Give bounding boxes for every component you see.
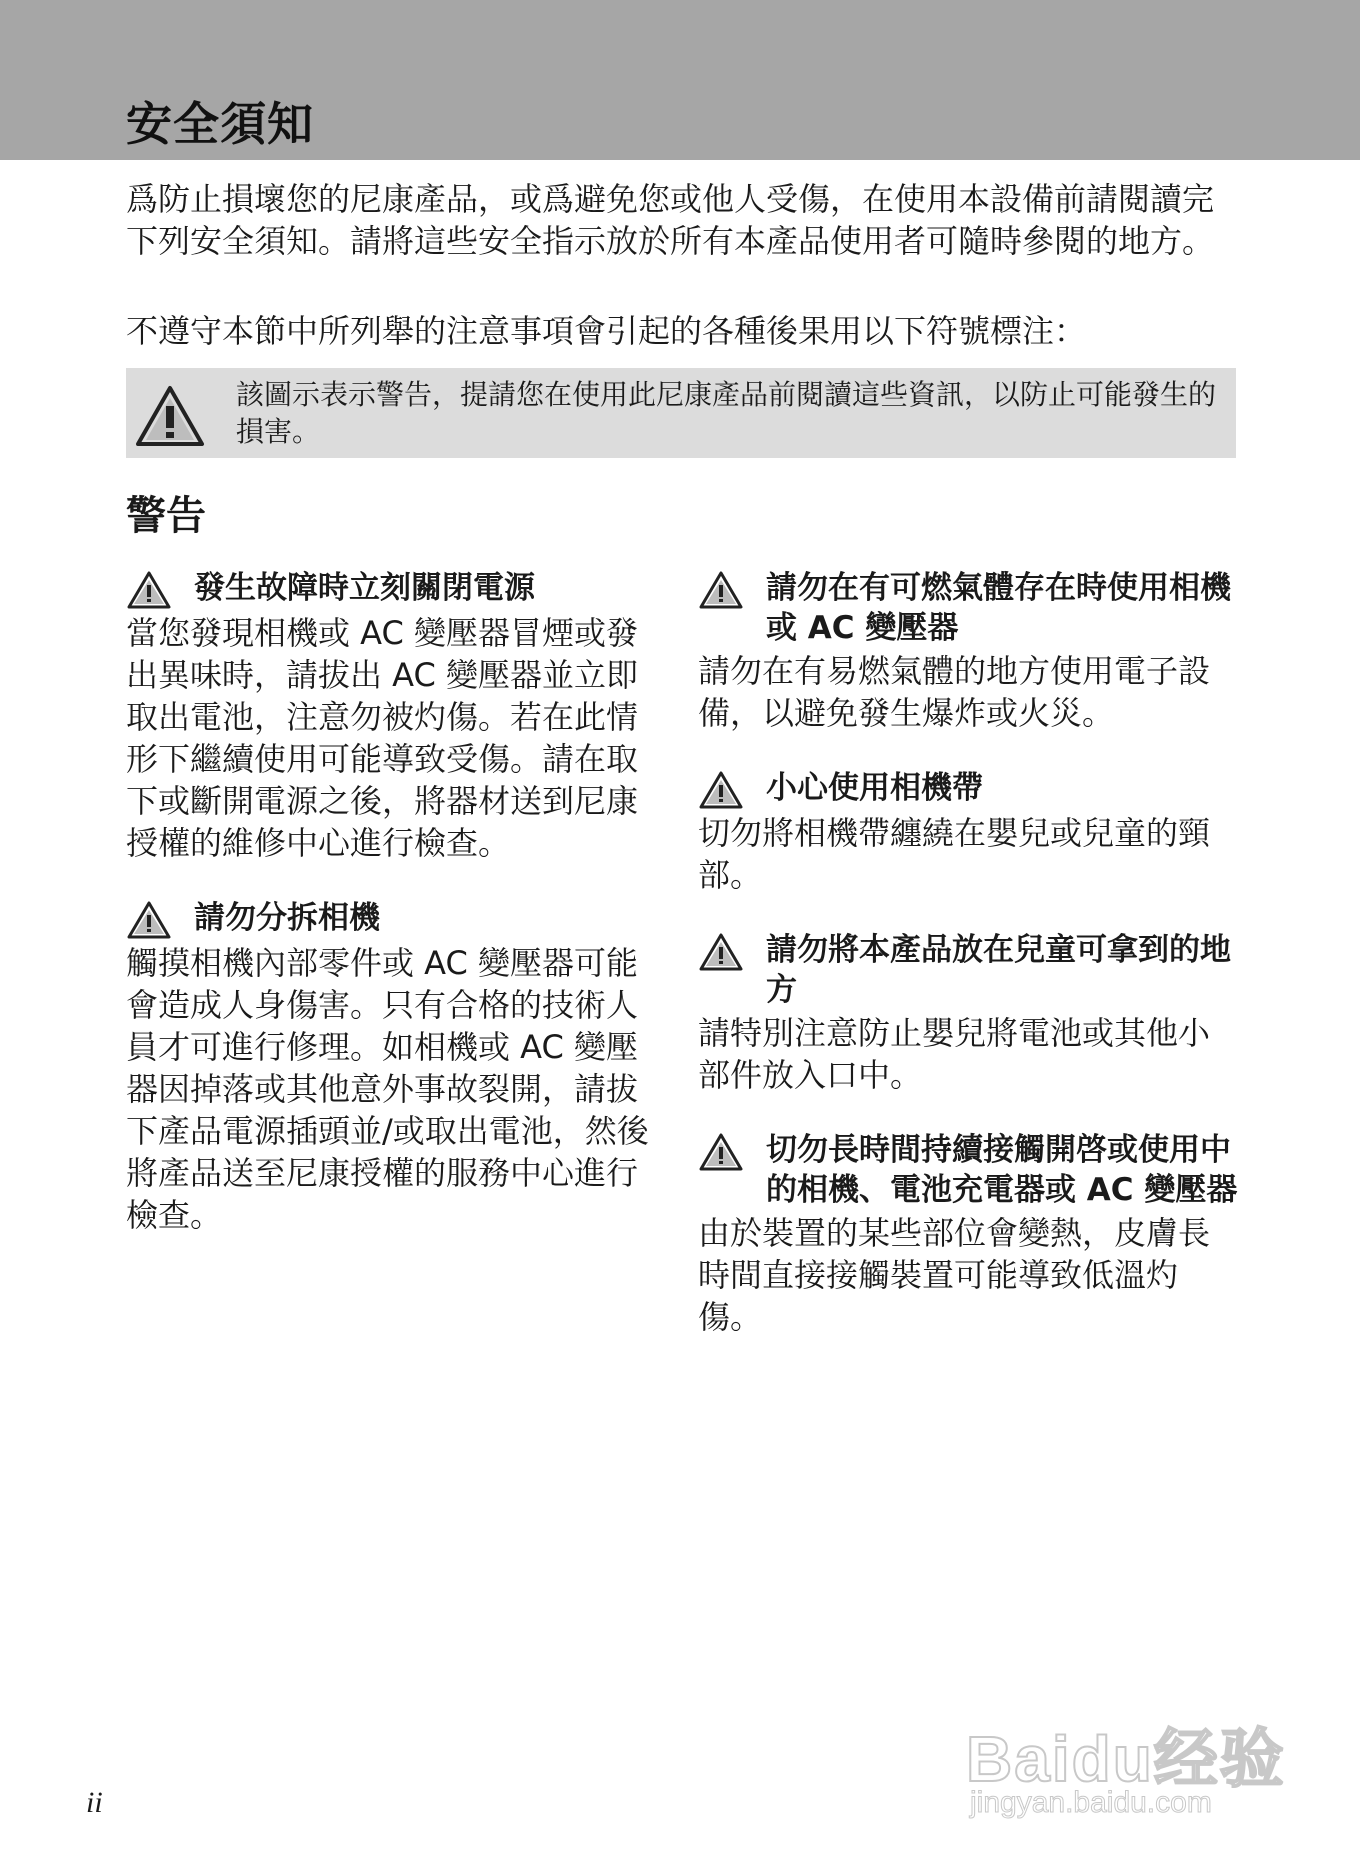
warning-title: 切勿長時間持續接觸開啓或使用中的相機、電池充電器或 AC 變壓器: [766, 1132, 1238, 1208]
warning-title: 小心使用相機帶: [766, 770, 983, 806]
section-title: 警告: [126, 493, 206, 539]
warning-item: [126, 568, 666, 864]
warning-item: [698, 930, 1238, 1096]
warning-triangle-icon: [698, 570, 744, 610]
warning-body: 切勿將相機帶纏繞在嬰兒或兒童的頸部。: [698, 814, 1211, 894]
page-number: ii: [86, 1786, 103, 1819]
warning-triangle-icon: [698, 1132, 744, 1172]
warning-body: 觸摸相機內部零件或 AC 變壓器可能會造成人身傷害。只有合格的技術人員才可進行修理。如相機或 AC 變壓器因掉落或其他意外事故裂開，請拔下產品電源插頭並/或取出電池，然後將產品送至尼康授權的服務中心進行檢查。: [126, 944, 649, 1234]
warning-title: 請勿在有可燃氣體存在時使用相機或 AC 變壓器: [766, 570, 1231, 646]
warning-triangle-icon: [126, 900, 172, 940]
warning-body: 請特別注意防止嬰兒將電池或其他小部件放入口中。: [698, 1014, 1211, 1094]
warning-title: 請勿將本產品放在兒童可拿到的地方: [766, 932, 1231, 1008]
warning-item: [698, 568, 1238, 734]
watermark: [966, 1668, 1286, 1828]
warning-body: 當您發現相機或 AC 變壓器冒煙或發出異味時，請拔出 AC 變壓器並立即取出電池，注意勿被灼傷。若在此情形下繼續使用可能導致受傷。請在取下或斷開電源之後，將器材送到尼康授權的維修中心進行檢查。: [126, 614, 639, 862]
notice-box: [126, 368, 1236, 458]
warning-item: [698, 1130, 1238, 1338]
warning-item: [126, 898, 666, 1236]
warning-triangle-icon: [698, 770, 744, 810]
warning-body: 由於裝置的某些部位會變熱，皮膚長時間直接接觸裝置可能導致低溫灼傷。: [698, 1214, 1211, 1336]
warning-title: 發生故障時立刻關閉電源: [194, 570, 535, 606]
right-column: [698, 568, 1238, 1372]
watermark-url: jingyan.baidu.com: [970, 1786, 1212, 1819]
warning-body: 請勿在有易燃氣體的地方使用電子設備，以避免發生爆炸或火災。: [698, 652, 1211, 732]
warning-title: 請勿分拆相機: [194, 900, 380, 936]
intro-paragraph-1: 爲防止損壞您的尼康產品，或爲避免您或他人受傷，在使用本設備前請閱讀完下列安全須知。請將這些安全指示放於所有本產品使用者可隨時參閱的地方。: [126, 180, 1215, 260]
watermark-logo: Baidu经验: [966, 1723, 1286, 1795]
warning-item: [698, 768, 1238, 896]
left-column: [126, 568, 666, 1270]
notice-text: 該圖示表示警告，提請您在使用此尼康產品前閱讀這些資訊，以防止可能發生的損害。: [236, 378, 1217, 448]
page-title: 安全須知: [126, 97, 314, 151]
warning-triangle-icon: [126, 570, 172, 610]
intro-paragraph-2: 不遵守本節中所列舉的注意事項會引起的各種後果用以下符號標注：: [126, 312, 1087, 350]
warning-triangle-icon: [134, 384, 206, 448]
warning-triangle-icon: [698, 932, 744, 972]
